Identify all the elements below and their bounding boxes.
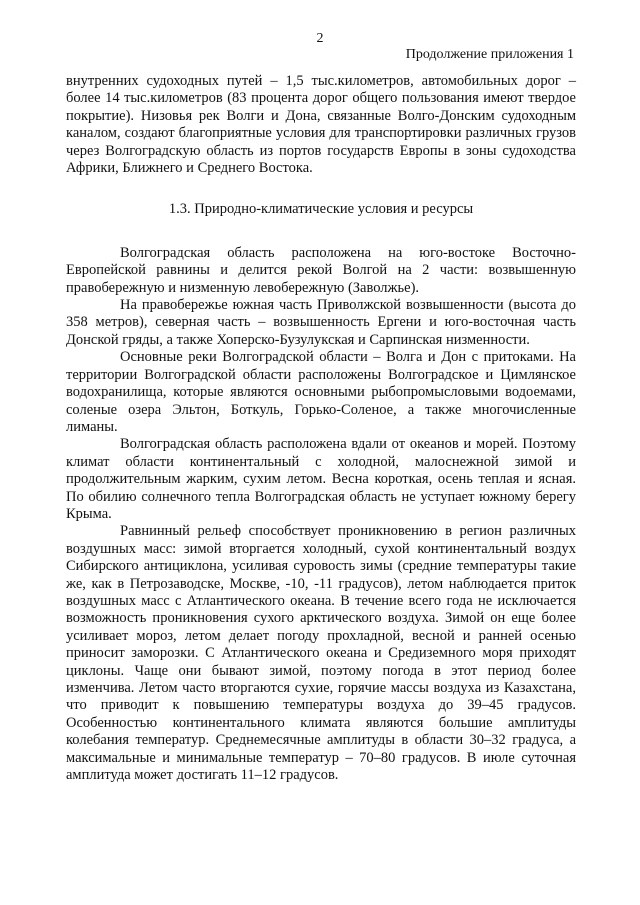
paragraph-right-bank: На правобережье южная часть Приволжской возвышенности (высота до 358 метров), северная часть – возвышенность Ергени и юго-восточная часть Донской гряды, а также Хоперско-Бузулукская и Сарпинская низменности.: [66, 297, 576, 348]
document-body: [66, 73, 576, 784]
section-title: 1.3. Природно-климатические условия и ресурсы: [168, 201, 474, 218]
page-number: 2: [316, 31, 324, 46]
paragraph-air-masses: Равнинный рельеф способствует проникновению в регион различных воздушных масс: зимой вторгается холодный, сухой континентальный воздух Сибирского антициклона, усиливая суровость зимы (средние температуры такие же, как в Петрозаводске, Москве, -10, -11 градусов), летом наблюдается приток воздушных масс с Атлантического океана. В течение всего года не исключается возможность проникновения сухого арктического воздуха. Зимой он еще более усиливает мороз, летом делает погоду прохладной, весной и ранней осенью приносит заморозки. С Атлантического океана и Средиземного моря приходят циклоны. Чаще они бывают зимой, поэтому погода в этот период более изменчива. Летом часто вторгаются сухие, горячие массы воздуха из Казахстана, что приводит к повышению температуры воздуха до 39–45 градусов. Особенностью континентального климата являются большие амплитуды колебания температур. Среднемесячные амплитуды в области 30–32 градуса, а максимальные и минимальные температур – 70–80 градусов. В июле суточная амплитуда может достигать 11–12 градусов.: [66, 523, 576, 784]
paragraph-rivers: Основные реки Волгоградской области – Волга и Дон с притоками. На территории Волгоградской области расположены Волгоградское и Цимлянское водохранилища, которые являются основными рыбопромысловыми водоемами, соленые озера Эльтон, Боткуль, Горько-Соленое, а также многочисленные лиманы.: [66, 349, 576, 435]
paragraph-climate: Волгоградская область расположена вдали от океанов и морей. Поэтому климат области континентальный с холодной, малоснежной зимой и продолжительным жарким, сухим летом. Весна короткая, осень теплая и ясная. По обилию солнечного тепла Волгоградская область не уступает южному берегу Крыма.: [66, 436, 576, 522]
paragraph-relief: Волгоградская область расположена на юго-востоке Восточно-Европейской равнины и делится рекой Волгой на 2 части: возвышенную правобережную и низменную левобережную (Заволжье).: [66, 244, 576, 296]
intro-paragraph: внутренних судоходных путей – 1,5 тыс.километров, автомобильных дорог – более 14 тыс.километров (83 процента дорог общего пользования имеют твердое покрытие). Низовья рек Волги и Дона, связанные Волго-Донским судоходным каналом, создают благоприятные условия для транспортировки различных грузов через Волгоградскую область из портов государств Европы в зоны судоходства Африки, Ближнего и Среднего Востока.: [66, 73, 576, 177]
continuation-label: Продолжение приложения 1: [405, 47, 574, 62]
